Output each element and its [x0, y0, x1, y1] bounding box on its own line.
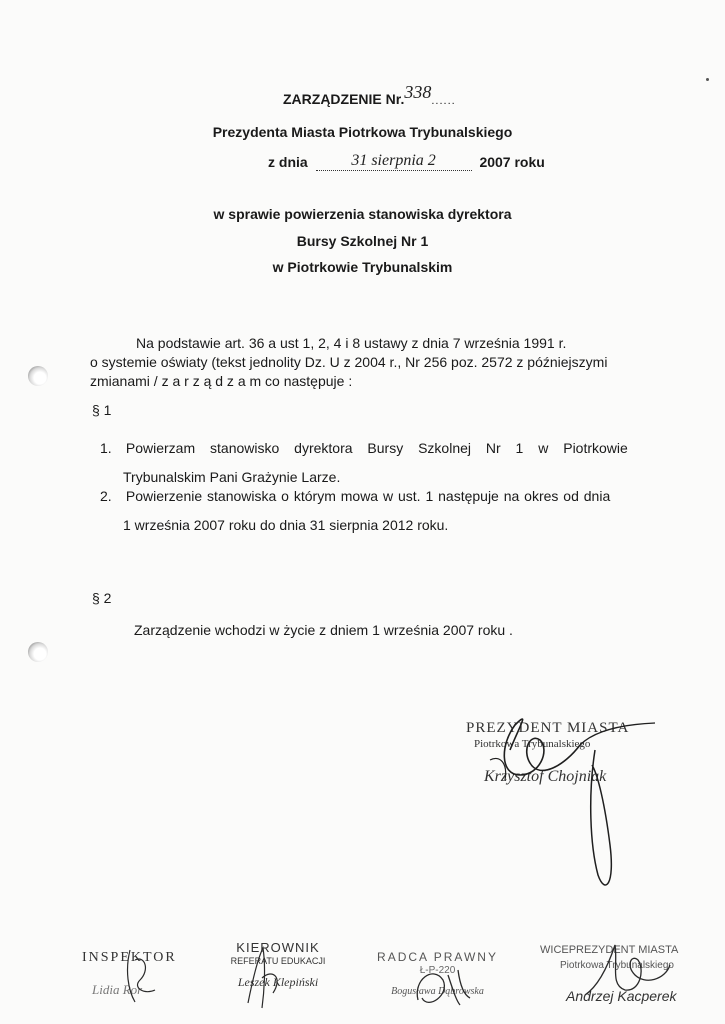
- subject-line-1: w sprawie powierzenia stanowiska dyrektora: [213, 206, 512, 222]
- handwritten-number: 338: [404, 82, 432, 102]
- item-line-continued: 1 września 2007 roku do dnia 31 sierpnia 2012 roku.: [123, 517, 449, 533]
- item-line-continued: Trybunalskim Pani Grażynie Larze.: [123, 469, 341, 485]
- item-number: 1.: [100, 440, 112, 456]
- preamble: [90, 334, 630, 391]
- head-title: KIEROWNIK: [236, 940, 320, 955]
- vice-title: WICEPREZYDENT MIASTA: [540, 944, 679, 956]
- item-line: Powierzam stanowisko dyrektora Bursy Szkolnej Nr 1 w Piotrkowie: [125, 440, 628, 456]
- section-2-heading: § 2: [92, 590, 112, 606]
- president-city: Piotrkowa Trybunalskiego: [474, 738, 591, 750]
- head-department: REFERATU EDUKACJI: [230, 956, 326, 966]
- legal-code: Ł-P-220: [419, 965, 456, 976]
- speck-mark: [706, 78, 709, 81]
- head-signature: [238, 938, 298, 1018]
- section-1-heading: § 1: [92, 402, 112, 418]
- document-title: ZARZĄDZENIE Nr.: [283, 91, 405, 107]
- date-dotted-field: [316, 152, 472, 171]
- item-number: 2.: [100, 488, 112, 504]
- vice-signature: [570, 930, 680, 1010]
- date-line: [268, 154, 588, 173]
- inspector-title: INSPEKTOR: [82, 950, 177, 965]
- inspector-name: Lidia Ror: [92, 982, 143, 997]
- punch-hole-top: [28, 366, 48, 386]
- vice-city: Piotrkowa Trybunalskiego: [560, 960, 674, 971]
- inspector-signature: [110, 940, 170, 1010]
- preamble-line-3: zmianami / z a r z ą d z a m co następuje :: [90, 373, 353, 389]
- preamble-line-2: o systemie oświaty (tekst jednolity Dz. U z 2004 r., Nr 256 poz. 2572 z późniejszymi: [90, 354, 608, 370]
- vice-name: Andrzej Kacperek: [566, 988, 677, 1004]
- preamble-line-1: Na podstawie art. 36 a ust 1, 2, 4 i 8 ustawy z dnia 7 września 1991 r.: [136, 335, 567, 351]
- president-title: PREZYDENT MIASTA: [466, 720, 630, 736]
- head-name: Leszek Klepiński: [237, 975, 319, 989]
- president-signature: [470, 705, 670, 895]
- section-2-text: Zarządzenie wchodzi w życie z dniem 1 września 2007 roku .: [134, 622, 513, 638]
- issuing-authority: Prezydenta Miasta Piotrkowa Trybunalskiego: [212, 124, 513, 140]
- subject-line-3: w Piotrkowie Trybunalskim: [272, 259, 453, 275]
- legal-title: RADCA PRAWNY: [377, 950, 498, 964]
- legal-signature: [408, 960, 478, 1020]
- section-1-item-2: [100, 482, 650, 540]
- president-name: Krzysztof Chojniak: [484, 768, 607, 785]
- punch-hole-bottom: [28, 642, 48, 662]
- title-dots: ......: [431, 95, 456, 107]
- legal-name: Bogusława Dąbrowska: [391, 986, 484, 997]
- date-suffix: 2007 roku: [479, 154, 545, 170]
- handwritten-date: 31 sierpnia 2: [351, 152, 436, 169]
- date-prefix: z dnia: [268, 154, 308, 170]
- item-line: Powierzenie stanowiska o którym mowa w ust. 1 następuje na okres od dnia: [125, 488, 611, 504]
- subject-line-2: Bursy Szkolnej Nr 1: [296, 233, 429, 249]
- title-line: [283, 82, 483, 109]
